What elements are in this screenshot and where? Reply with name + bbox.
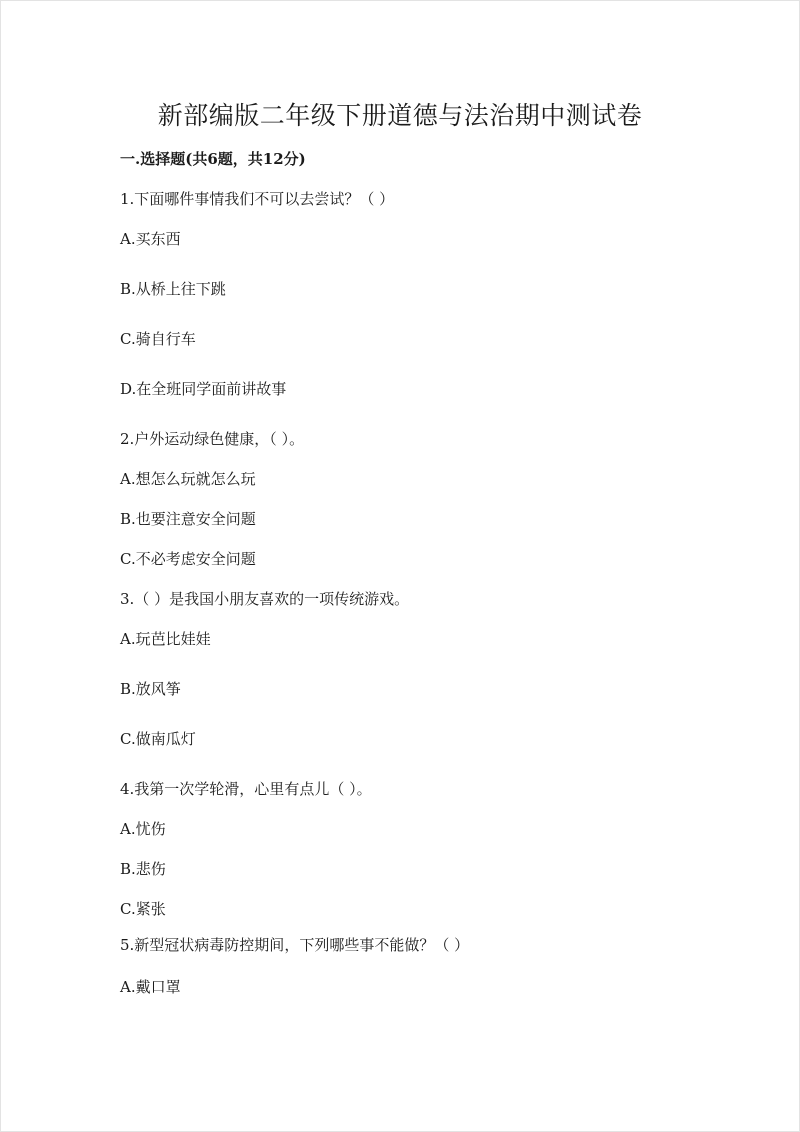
question-1-option-d: D.在全班同学面前讲故事	[120, 380, 287, 398]
question-5-stem: 5.新型冠状病毒防控期间，下列哪些事不能做？（ ）	[120, 936, 470, 954]
question-4-option-b: B.悲伤	[120, 860, 166, 878]
question-2-option-b: B.也要注意安全问题	[120, 510, 256, 528]
question-2-option-c: C.不必考虑安全问题	[120, 550, 256, 568]
question-2-option-a: A.想怎么玩就怎么玩	[120, 470, 256, 488]
question-4-stem: 4.我第一次学轮滑，心里有点儿（ ）。	[120, 780, 372, 798]
question-2-stem: 2.户外运动绿色健康，（ ）。	[120, 430, 305, 448]
question-3-option-a: A.玩芭比娃娃	[120, 630, 211, 648]
question-1-option-b: B.从桥上往下跳	[120, 280, 226, 298]
question-3-option-b: B.放风筝	[120, 680, 181, 698]
question-1-stem: 1.下面哪件事情我们不可以去尝试？（ ）	[120, 190, 395, 208]
question-4-option-a: A.忧伤	[120, 820, 166, 838]
question-1-option-c: C.骑自行车	[120, 330, 196, 348]
question-3-stem: 3.（ ）是我国小朋友喜欢的一项传统游戏。	[120, 590, 410, 608]
page-title: 新部编版二年级下册道德与法治期中测试卷	[157, 101, 643, 130]
section-heading: 一.选择题(共6题，共12分)	[120, 150, 306, 168]
question-1-option-a: A.买东西	[120, 230, 181, 248]
question-4-option-c: C.紧张	[120, 900, 166, 918]
question-5-option-a: A.戴口罩	[120, 978, 181, 996]
question-3-option-c: C.做南瓜灯	[120, 730, 196, 748]
